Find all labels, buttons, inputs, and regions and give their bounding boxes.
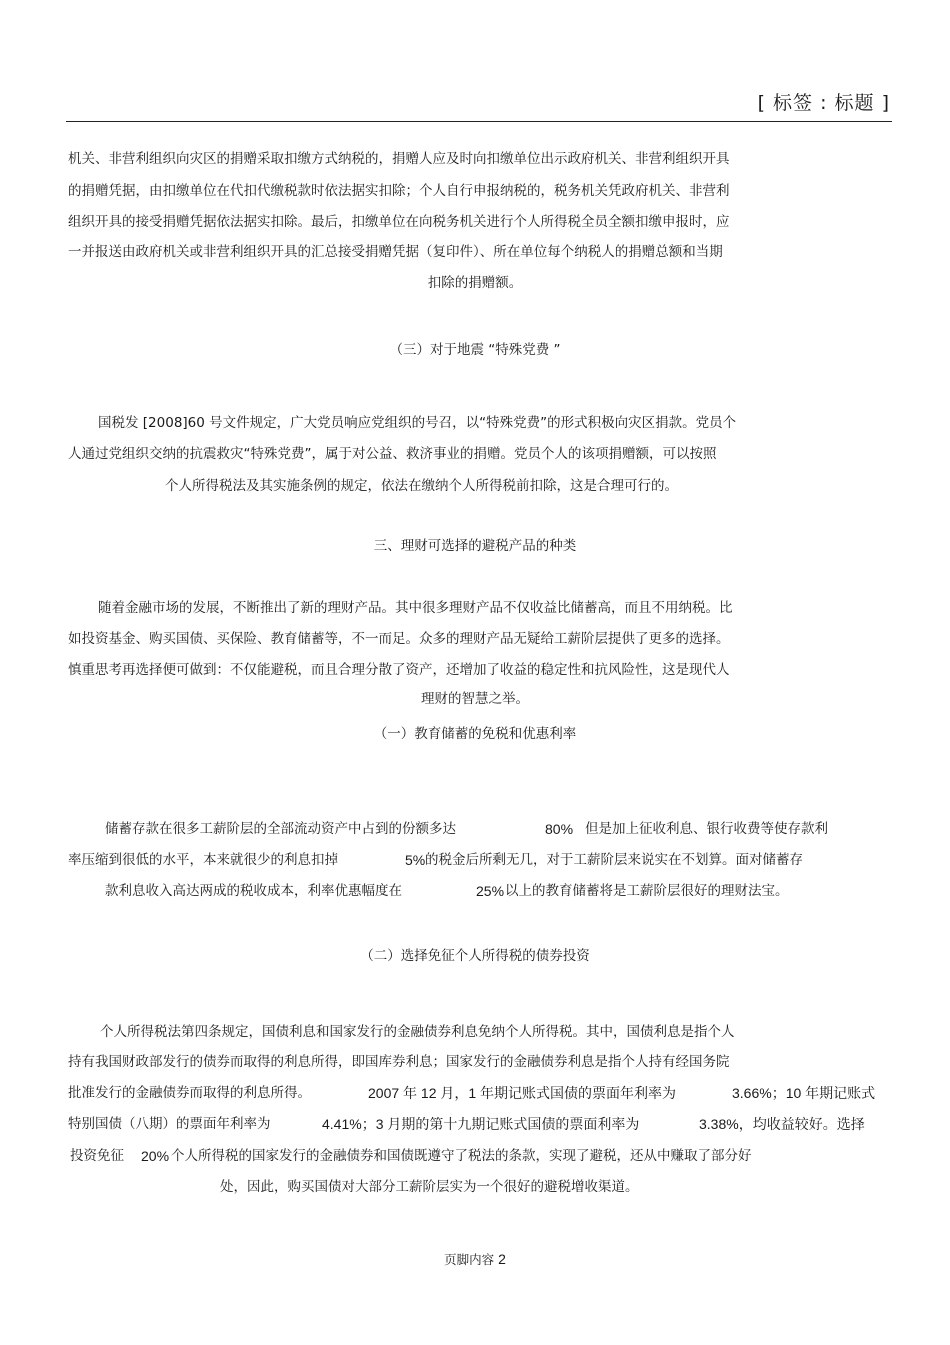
para3-line-4: 理财的智慧之举。 — [421, 691, 529, 707]
para1-line-5: 扣除的捐赠额。 — [427, 275, 523, 291]
para1-line-1: 机关、非营利组织向灾区的捐赠采取扣缴方式纳税的，捐赠人应及时向扣缴单位出示政府机关、非营利组织开具 — [68, 151, 730, 167]
para4-line-3a: 款利息收入高达两成的税收成本，利率优惠幅度在 — [105, 883, 402, 899]
para4-line-3c: 以上的教育储蓄将是工薪阶层很好的理财法宝。 — [505, 883, 789, 899]
para4-line-2c: 的税金后所剩无几，对于工薪阶层来说实在不划算。面对储蓄存 — [425, 852, 803, 868]
header-tag: [ 标签 : 标题 ] — [757, 92, 890, 114]
para5-line-3c: 3.66%；10 年期记账式 — [732, 1085, 876, 1101]
page-footer — [0, 1250, 950, 1268]
para1-line-2: 的捐赠凭据，由扣缴单位在代扣代缴税款时依法据实扣除；个人自行申报纳税的，税务机关凭政府机关、非营利 — [68, 183, 730, 199]
para4-line-2a: 率压缩到很低的水平，本来就很少的利息扣掉 — [68, 852, 338, 868]
section-heading-4: （二）选择免征个人所得税的债券投资 — [360, 948, 590, 964]
para3-line-1: 随着金融市场的发展，不断推出了新的理财产品。其中很多理财产品不仅收益比储蓄高，而且不用纳税。比 — [98, 600, 733, 616]
page-number: 2 — [498, 1251, 506, 1267]
para5-line-4b: 4.41%；3 月期的第十九期记账式国债的票面利率为 — [322, 1116, 640, 1132]
para1-line-3: 组织开具的接受捐赠凭据依法据实扣除。最后，扣缴单位在向税务机关进行个人所得税全员全额扣缴申报时，应 — [68, 214, 730, 230]
para5-line-4a: 特别国债（八期）的票面年利率为 — [68, 1116, 271, 1132]
para5-line-5a: 投资免征 — [70, 1148, 124, 1164]
para4-line-1a: 储蓄存款在很多工薪阶层的全部流动资产中占到的份额多达 — [105, 821, 456, 837]
para4-line-2b: 5% — [405, 852, 426, 868]
para4-line-1b: 80% — [545, 821, 574, 837]
para5-line-2: 持有我国财政部发行的债券而取得的利息所得，即国库券利息；国家发行的金融债券利息是指个人持有经国务院 — [68, 1054, 730, 1070]
para3-line-3: 慎重思考再选择便可做到：不仅能避税，而且合理分散了资产，还增加了收益的稳定性和抗风险性，这是现代人 — [68, 662, 730, 678]
para5-line-3a: 批准发行的金融债券而取得的利息所得。 — [68, 1085, 311, 1101]
para5-line-5b: 20% — [141, 1148, 170, 1164]
section-heading-1: （三）对于地震 “特殊党费 ” — [389, 342, 561, 358]
para5-line-4c: 3.38%，均收益较好。选择 — [699, 1116, 865, 1132]
para2-line-1: 国税发 [2008]60 号文件规定，广大党员响应党组织的号召，以“特殊党费”的形式积极向灾区捐款。党员个 — [98, 415, 737, 431]
para5-line-3b: 2007 年 12 月，1 年期记账式国债的票面年利率为 — [368, 1085, 677, 1101]
para2-line-2: 人通过党组织交纳的抗震救灾“特殊党费”，属于对公益、救济事业的捐赠。党员个人的该项捐赠额，可以按照 — [68, 446, 717, 462]
footer-label: 页脚内容 — [444, 1252, 495, 1267]
para4-line-3b: 25% — [476, 883, 505, 899]
section-heading-3: （一）教育储蓄的免税和优惠利率 — [373, 726, 577, 742]
para3-line-2: 如投资基金、购买国债、买保险、教育储蓄等，不一而足。众多的理财产品无疑给工薪阶层提供了更多的选择。 — [68, 631, 730, 647]
section-heading-2: 三、理财可选择的避税产品的种类 — [373, 538, 577, 554]
header-rule — [66, 121, 892, 122]
para5-line-1: 个人所得税法第四条规定，国债利息和国家发行的金融债券利息免纳个人所得税。其中，国债利息是指个人 — [100, 1024, 735, 1040]
para4-line-1c: 但是加上征收利息、银行收费等使存款利 — [585, 821, 828, 837]
para2-line-3: 个人所得税法及其实施条例的规定，依法在缴纳个人所得税前扣除，这是合理可行的。 — [165, 478, 678, 494]
para1-line-4: 一并报送由政府机关或非营利组织开具的汇总接受捐赠凭据（复印件）、所在单位每个纳税人的捐赠总额和当期 — [68, 244, 723, 260]
para5-line-6: 处，因此，购买国债对大部分工薪阶层实为一个很好的避税增收渠道。 — [220, 1179, 639, 1195]
para5-line-5c: 个人所得税的国家发行的金融债券和国债既遵守了税法的条款，实现了避税，还从中赚取了部分好 — [171, 1148, 752, 1164]
